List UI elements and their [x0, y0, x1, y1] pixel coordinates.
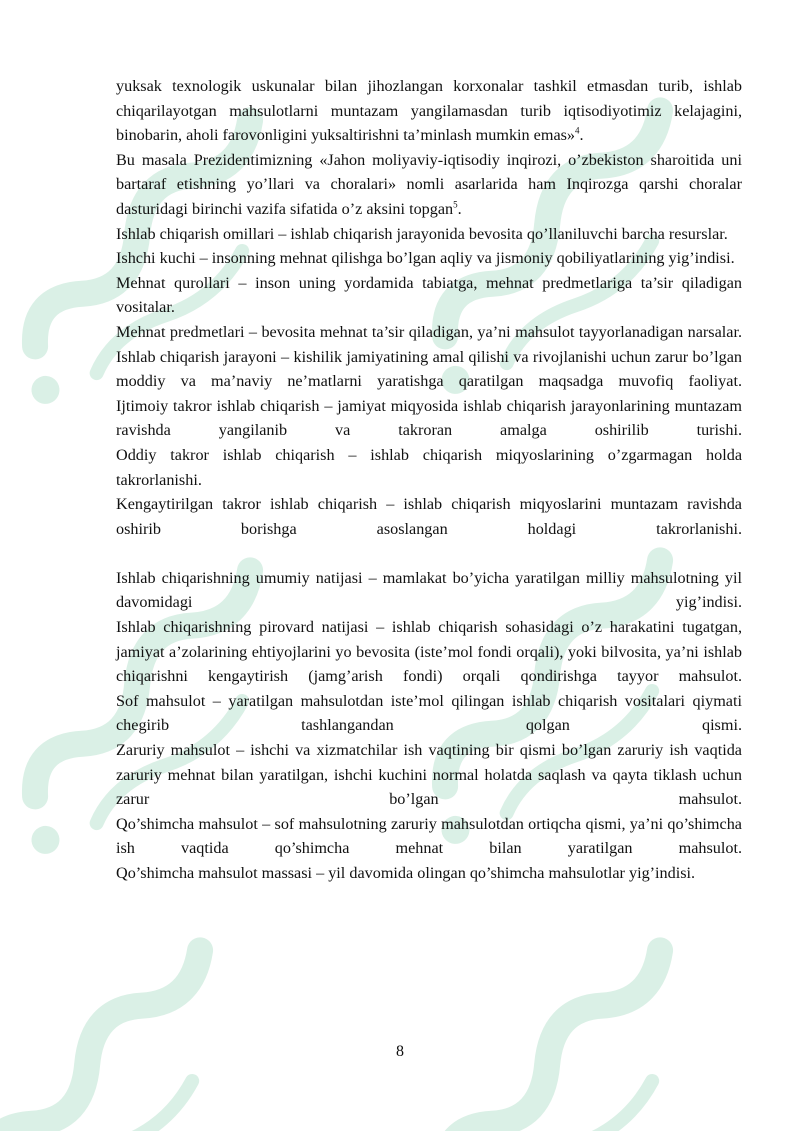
paragraph-text: Mehnat qurollari – inson uning yordamida tabiatga, mehnat predmetlariga ta’sir qiladigan vositalar.	[116, 273, 742, 317]
paragraph-text: Ishlab chiqarishning umumiy natijasi – mamlakat bo’yicha yaratilgan milliy mahsulotning yil davomidagi yig’indisi.	[116, 568, 742, 612]
blank-line	[116, 541, 742, 566]
paragraph	[116, 492, 742, 541]
paragraph	[116, 271, 742, 320]
paragraph-text: Ishlab chiqarish omillari – ishlab chiqarish jarayonida bevosita qo’llaniluvchi barcha resurslar.	[116, 224, 728, 243]
paragraph	[116, 615, 742, 689]
paragraph	[116, 738, 742, 812]
paragraph	[116, 861, 742, 886]
footnote-ref: 5	[453, 199, 458, 210]
paragraph	[116, 320, 742, 345]
paragraph-text: Sof mahsulot – yaratilgan mahsulotdan iste’mol qilingan ishlab chiqarish vositalari qiymati chegirib tashlangandan qolgan qismi.	[116, 691, 742, 735]
paragraph-text: Mehnat predmetlari – bevosita mehnat ta’sir qiladigan, ya’ni mahsulot tayyorlanadigan narsalar.	[116, 322, 742, 341]
paragraph	[116, 566, 742, 615]
paragraph	[116, 689, 742, 738]
paragraph-trailing-punct: .	[579, 126, 584, 145]
footnote-ref: 4	[575, 125, 580, 136]
paragraph-trailing-punct: .	[457, 199, 462, 218]
paragraph-text: Ijtimoiy takror ishlab chiqarish – jamiyat miqyosida ishlab chiqarish jarayonlarining muntazam ravishda yangilanib va takroran amalga oshirilib turishi.	[116, 396, 742, 440]
paragraph-text: Ishchi kuchi – insonning mehnat qilishga bo’lgan aqliy va jismoniy qobiliyatlarining yig’indisi.	[116, 249, 735, 268]
paragraph	[116, 345, 742, 394]
paragraph-text: Zaruriy mahsulot – ishchi va xizmatchilar ish vaqtining bir qismi bo’lgan zaruriy ish vaqtida zaruriy mehnat bilan yaratilgan, ishchi kuchini normal holatda saqlash va qayta tiklash uchun zarur bo’lgan mahsulot.	[116, 741, 742, 809]
paragraph-text: Qo’shimcha mahsulot massasi – yil davomida olingan qo’shimcha mahsulotlar yig’indisi.	[116, 864, 696, 882]
paragraph	[116, 222, 742, 247]
paragraph	[116, 74, 742, 148]
paragraph	[116, 812, 742, 861]
paragraph	[116, 394, 742, 443]
document-body	[116, 74, 742, 886]
paragraph-text: yuksak texnologik uskunalar bilan jihozlangan korxonalar tashkil etmasdan turib, ishlab chiqarilayotgan mahsulotlarni muntazam yangilamasdan turib iqtisodiyotimiz kelajagini, binobarin, aholi farovonligini yuksaltirishni ta’minlash mumkin emas»	[116, 77, 742, 145]
paragraph	[116, 148, 742, 222]
page-number: 8	[396, 1043, 404, 1060]
paragraph-text: Ishlab chiqarishning pirovard natijasi – ishlab chiqarish sohasidagi o’z harakatini tugatgan, jamiyat a’zolarining ehtiyojlarini yo bevosita (iste’mol fondi orqali), yoki bilvosita, ya’ni ishlab chiqarishni kengaytirish (jamg’arish fondi) orqali qondirishga tayyor mahsulot.	[116, 618, 742, 686]
watermark-mark	[0, 944, 268, 1131]
paragraph-text: Ishlab chiqarish jarayoni – kishilik jamiyatining amal qilishi va rivojlanishi uchun zarur bo’lgan moddiy va ma’naviy ne’matlarni yaratishga qaratilgan maqsadga muvofiq faoliyat.	[116, 347, 742, 391]
paragraph	[116, 246, 742, 271]
paragraph	[116, 443, 742, 492]
watermark-mark	[391, 944, 727, 1131]
paragraph-text: Oddiy takror ishlab chiqarish – ishlab chiqarish miqyoslarining o’zgarmagan holda takrorlanishi.	[116, 445, 742, 489]
paragraph-text: Kengaytirilgan takror ishlab chiqarish – ishlab chiqarish miqyoslarini muntazam ravishda oshirib borishga asoslangan holdagi takrorlanishi.	[116, 495, 742, 538]
paragraph-text: Qo’shimcha mahsulot – sof mahsulotning zaruriy mahsulotdan ortiqcha qismi, ya’ni qo’shimcha ish vaqtida qo’shimcha mehnat bilan yaratilgan mahsulot.	[116, 814, 742, 858]
paragraph-text: Bu masala Prezidentimizning «Jahon moliyaviy-iqtisodiy inqirozi, o’zbekiston sharoitida uni bartaraf etishning yo’llari va choralari» nomli asarlarida ham Inqirozga qarshi choralar dasturidagi birinchi vazifa sifatida o’z aksini topgan	[116, 150, 742, 218]
